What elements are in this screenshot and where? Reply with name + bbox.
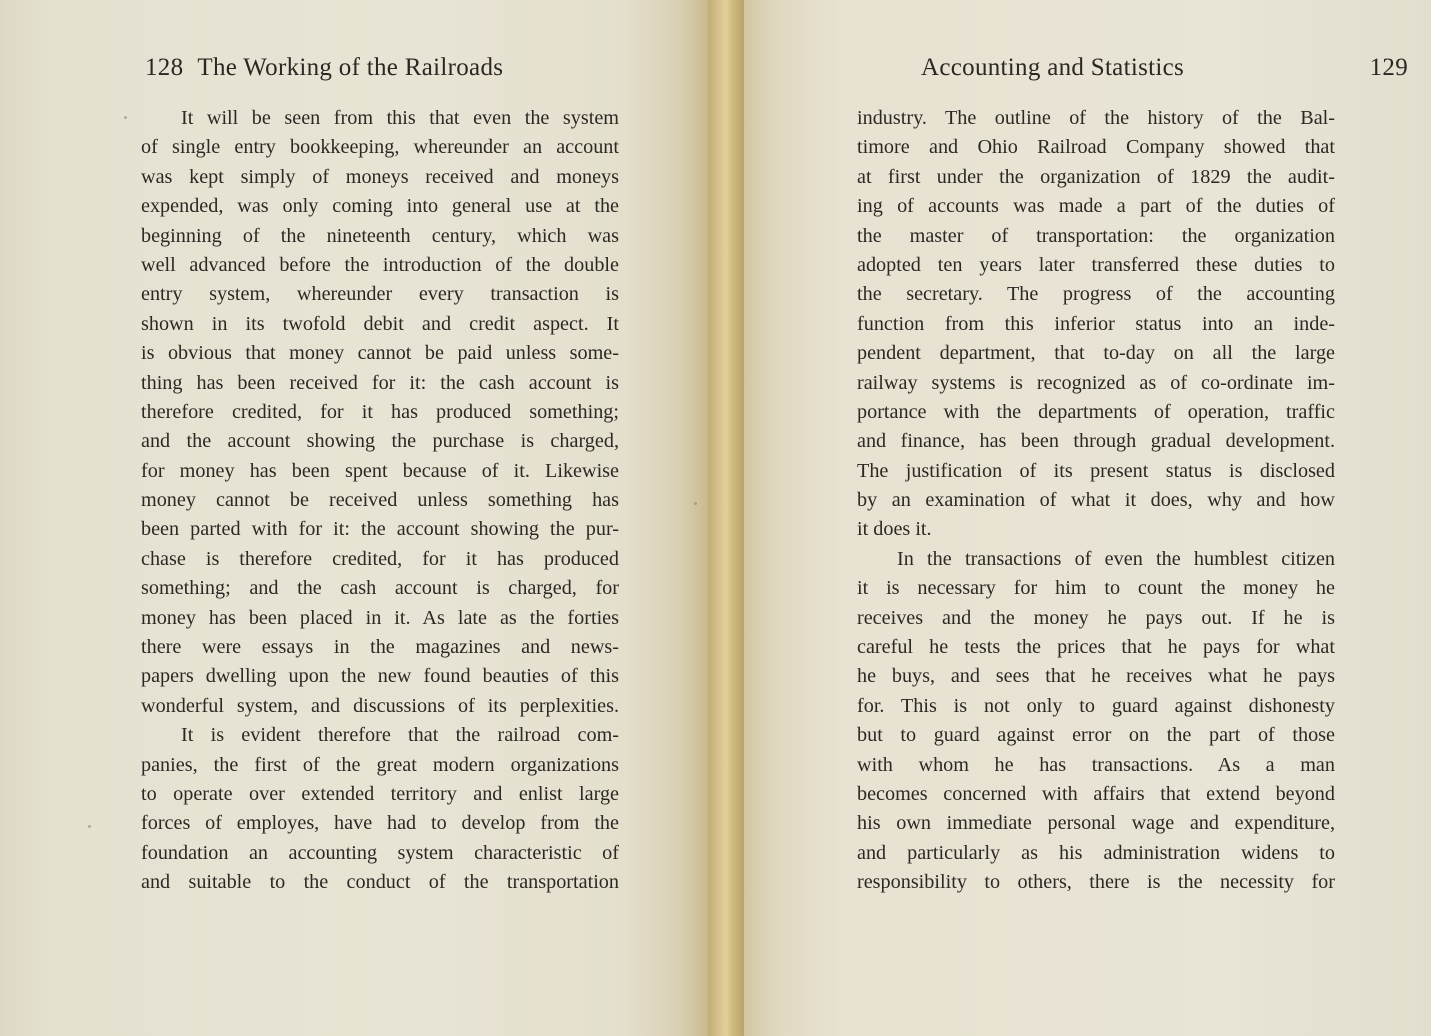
text-line: there were essays in the magazines and news- [141, 636, 619, 659]
text-line: pendent department, that to-day on all the large [857, 342, 1335, 365]
text-line: railway systems is recognized as of co-ordinate im- [857, 371, 1335, 394]
text-line: It is evident therefore that the railroad com- [181, 724, 619, 747]
text-line: with whom he has transactions. As a man [857, 753, 1335, 776]
text-line: responsibility to others, there is the necessity for [857, 871, 1335, 894]
paper-speck [694, 502, 697, 505]
text-line: entry system, whereunder every transaction is [141, 283, 619, 306]
text-line: industry. The outline of the history of the Bal- [857, 107, 1335, 129]
text-line: of single entry bookkeeping, whereunder an account [141, 136, 619, 159]
text-line: papers dwelling upon the new found beauties of this [141, 665, 619, 688]
text-line: it is necessary for him to count the money he [857, 577, 1335, 600]
text-line: money has been placed in it. As late as the forties [141, 606, 619, 629]
text-line: and the account showing the purchase is charged, [141, 430, 619, 453]
left-page [0, 0, 708, 1036]
text-line: It will be seen from this that even the system [181, 107, 619, 129]
right-running-head [921, 54, 1408, 82]
text-line: wonderful system, and discussions of its perplexities. [141, 694, 619, 717]
text-line: and finance, has been through gradual development. [857, 430, 1335, 453]
text-line: shown in its twofold debit and credit aspect. It [141, 312, 619, 335]
right-page [744, 0, 1431, 1036]
text-line: the master of transportation: the organization [857, 224, 1335, 247]
right-running-title: Accounting and Statistics [921, 54, 1185, 81]
text-line: for money has been spent because of it. Likewise [141, 459, 619, 482]
text-line: ing of accounts was made a part of the duties of [857, 195, 1335, 218]
right-page-number: 129 [1369, 54, 1408, 81]
paper-speck [124, 116, 127, 119]
text-line: been parted with for it: the account showing the pur- [141, 518, 619, 541]
left-page-number: 128 [145, 54, 184, 81]
text-line: function from this inferior status into an inde- [857, 312, 1335, 335]
text-line: beginning of the nineteenth century, which was [141, 224, 619, 247]
text-line: by an examination of what it does, why and how [857, 489, 1335, 512]
right-body-text [857, 104, 1335, 898]
text-line: becomes concerned with affairs that extend beyond [857, 782, 1335, 805]
text-line: to operate over extended territory and enlist large [141, 782, 619, 805]
text-line: the secretary. The progress of the accounting [857, 283, 1335, 306]
left-running-head [145, 54, 503, 82]
text-line: at first under the organization of 1829 the audit- [857, 165, 1335, 188]
text-line: receives and the money he pays out. If he is [857, 606, 1335, 629]
text-line: In the transactions of even the humblest citizen [897, 547, 1335, 570]
left-running-title: The Working of the Railroads [197, 54, 504, 81]
paper-speck [88, 825, 91, 828]
text-line: timore and Ohio Railroad Company showed that [857, 136, 1335, 159]
text-line: panies, the first of the great modern organizations [141, 753, 619, 776]
text-line: something; and the cash account is charged, for [141, 577, 619, 600]
text-line: forces of employes, have had to develop from the [141, 812, 619, 835]
text-line: foundation an accounting system characteristic of [141, 841, 619, 864]
text-line: he buys, and sees that he receives what he pays [857, 665, 1335, 688]
text-line: adopted ten years later transferred these duties to [857, 253, 1335, 276]
text-line: therefore credited, for it has produced something; [141, 400, 619, 423]
text-line: careful he tests the prices that he pays for what [857, 636, 1335, 659]
text-line: well advanced before the introduction of the double [141, 253, 619, 276]
text-line: portance with the departments of operation, traffic [857, 400, 1335, 423]
left-body-text [141, 104, 619, 898]
book-gutter [708, 0, 744, 1036]
text-line: but to guard against error on the part of those [857, 724, 1335, 747]
text-line: was kept simply of moneys received and moneys [141, 165, 619, 188]
text-line: money cannot be received unless something has [141, 489, 619, 512]
text-line: for. This is not only to guard against dishonesty [857, 694, 1335, 717]
text-line: The justification of its present status is disclosed [857, 459, 1335, 482]
text-line: and particularly as his administration widens to [857, 841, 1335, 864]
text-line: chase is therefore credited, for it has produced [141, 547, 619, 570]
text-line: it does it. [857, 518, 932, 541]
text-line: his own immediate personal wage and expenditure, [857, 812, 1335, 835]
text-line: expended, was only coming into general use at the [141, 195, 619, 218]
text-line: thing has been received for it: the cash account is [141, 371, 619, 394]
text-line: is obvious that money cannot be paid unless some- [141, 342, 619, 365]
text-line: and suitable to the conduct of the transportation [141, 871, 619, 894]
